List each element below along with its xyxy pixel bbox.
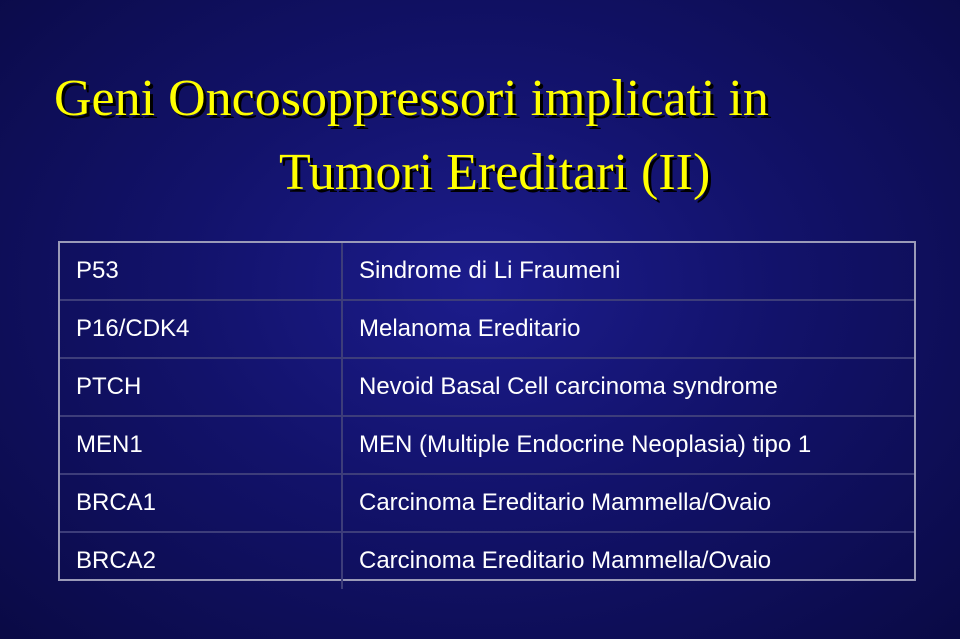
table-row	[60, 243, 914, 300]
slide-title-line-1: Geni Oncosoppressori implicati in	[54, 70, 769, 127]
syndrome-cell: Melanoma Ereditario	[342, 300, 914, 358]
table-row	[60, 532, 914, 589]
slide-title	[0, 62, 960, 210]
syndrome-cell: Sindrome di Li Fraumeni	[342, 243, 914, 300]
table-row	[60, 358, 914, 416]
syndrome-cell: MEN (Multiple Endocrine Neoplasia) tipo 1	[342, 416, 914, 474]
gene-cell: BRCA1	[60, 474, 342, 532]
gene-cell: BRCA2	[60, 532, 342, 589]
slide-title-line-2: Tumori Ereditari (II)	[279, 144, 711, 201]
syndrome-cell: Carcinoma Ereditario Mammella/Ovaio	[342, 474, 914, 532]
gene-cell: PTCH	[60, 358, 342, 416]
gene-cell: P16/CDK4	[60, 300, 342, 358]
table-row	[60, 416, 914, 474]
gene-syndrome-table	[60, 243, 914, 589]
gene-cell: P53	[60, 243, 342, 300]
table-row	[60, 300, 914, 358]
table-row	[60, 474, 914, 532]
syndrome-cell: Nevoid Basal Cell carcinoma syndrome	[342, 358, 914, 416]
syndrome-cell: Carcinoma Ereditario Mammella/Ovaio	[359, 547, 772, 574]
gene-cell: MEN1	[60, 416, 342, 474]
gene-table	[58, 241, 916, 581]
